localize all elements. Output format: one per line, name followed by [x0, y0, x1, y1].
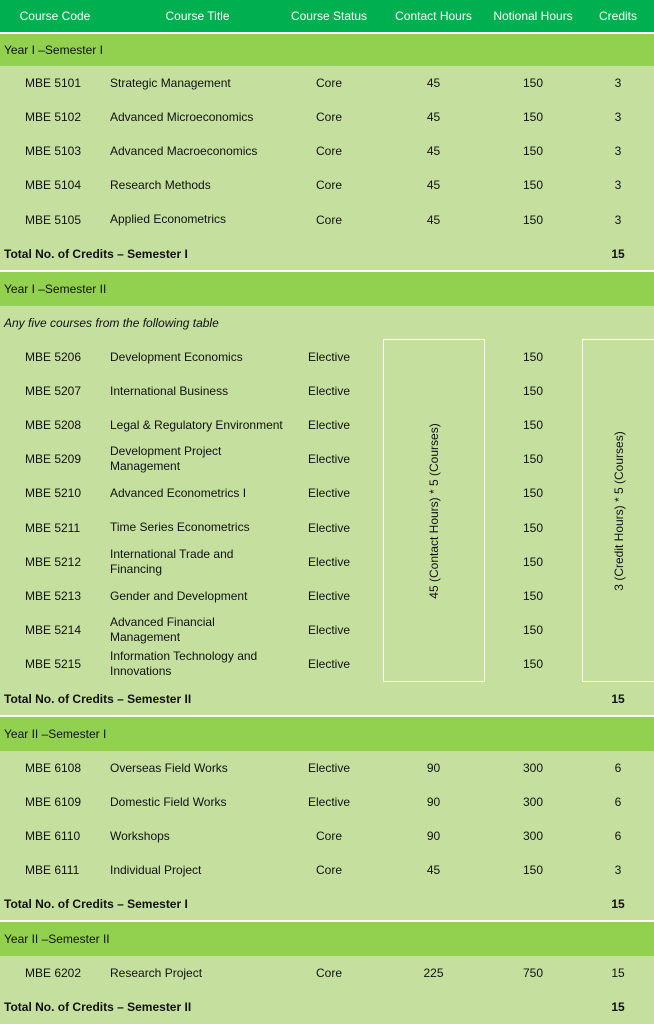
table-row: [0, 956, 654, 990]
course-title: Time Series Econometrics: [110, 520, 250, 534]
course-status: Elective: [307, 520, 351, 535]
section-header-y1s2: [0, 270, 654, 306]
course-code: MBE 5102: [25, 110, 82, 124]
header-course-code: Course Code: [19, 9, 91, 23]
course-code: MBE 5103: [25, 144, 82, 158]
course-status: Core: [315, 144, 342, 158]
course-code: MBE 5215: [25, 657, 82, 671]
table-row: [0, 579, 654, 613]
table-row: [0, 476, 654, 510]
credits: 3: [614, 178, 622, 192]
course-code: MBE 6111: [25, 863, 80, 877]
course-code: MBE 6110: [25, 829, 81, 843]
course-title: Strategic Management: [110, 75, 231, 90]
course-status: Core: [315, 966, 342, 980]
merged-credits-cell: [582, 339, 654, 682]
table-row: [0, 202, 654, 237]
course-code: MBE 5207: [25, 384, 82, 398]
merged-contact-hours-text: 45 (Contact Hours) * 5 (Courses): [427, 422, 441, 599]
course-status: Core: [315, 110, 342, 124]
course-status: Elective: [307, 657, 351, 671]
course-status: Elective: [307, 452, 351, 466]
credits: 3: [614, 110, 622, 124]
course-code: MBE 5101: [25, 76, 82, 90]
table-row: [0, 408, 654, 442]
table-row: [0, 613, 654, 647]
table-row: [0, 134, 654, 168]
section-header-y2s2: [0, 920, 654, 956]
notional-hours: 150: [522, 863, 544, 877]
total-credits: 15: [611, 246, 625, 261]
course-title: Advanced Financial Management: [110, 615, 215, 644]
table-row: [0, 853, 654, 887]
notional-hours: 150: [522, 212, 544, 227]
course-title: International Trade and Financing: [110, 547, 234, 576]
notional-hours: 150: [522, 178, 544, 192]
credits: 3: [614, 863, 622, 877]
course-code: MBE 5210: [25, 486, 82, 500]
credits: 3: [614, 76, 622, 90]
notional-hours: 300: [522, 761, 544, 775]
course-title: International Business: [110, 383, 229, 398]
course-title: Applied Econometrics: [110, 212, 227, 226]
merged-contact-hours-cell: [383, 339, 485, 682]
total-label: Total No. of Credits – Semester I: [4, 896, 188, 911]
header-course-title: Course Title: [165, 9, 230, 23]
note-text: Any five courses from the following table: [4, 315, 219, 330]
notional-hours: 150: [522, 144, 544, 158]
course-code: MBE 6108: [25, 761, 82, 775]
total-row: [0, 682, 654, 715]
course-title: Advanced Microeconomics: [110, 109, 254, 124]
course-code: MBE 6109: [25, 795, 82, 809]
course-code: MBE 5104: [25, 178, 82, 192]
course-code: MBE 5208: [25, 418, 82, 432]
notional-hours: 150: [522, 486, 544, 500]
table-header: [0, 0, 654, 32]
course-title: Advanced Econometrics I: [110, 485, 247, 500]
section-title: Year II –Semester I: [4, 727, 107, 741]
course-title: Domestic Field Works: [110, 794, 227, 809]
course-code: MBE 6202: [25, 966, 82, 980]
section-title: Year I –Semester I: [4, 43, 103, 57]
contact-hours: 45: [426, 863, 441, 877]
course-code: MBE 5206: [25, 350, 82, 364]
course-status: Core: [315, 829, 342, 843]
course-status: Elective: [307, 623, 351, 637]
section-header-y2s1: [0, 715, 654, 751]
notional-hours: 150: [522, 418, 544, 432]
course-code: MBE 5209: [25, 452, 82, 466]
total-credits: 15: [611, 691, 625, 706]
section-title: Year I –Semester II: [4, 282, 107, 296]
notional-hours: 150: [522, 555, 544, 569]
course-status: Elective: [307, 384, 351, 398]
notional-hours: 150: [522, 384, 544, 398]
header-contact-hours: Contact Hours: [395, 9, 472, 23]
total-credits: 15: [611, 896, 625, 911]
course-title: Legal & Regulatory Environment: [110, 417, 283, 432]
contact-hours: 225: [423, 966, 444, 980]
contact-hours: 90: [426, 795, 441, 809]
course-status: Elective: [307, 350, 351, 364]
notional-hours: 300: [522, 829, 544, 843]
total-row: [0, 990, 654, 1024]
course-title: Development Project Management: [110, 444, 222, 473]
notional-hours: 150: [522, 452, 544, 466]
course-status: Core: [315, 212, 342, 227]
course-title: Research Project: [110, 965, 203, 980]
course-title: Workshops: [110, 828, 170, 843]
table-row: [0, 66, 654, 100]
credits: 3: [614, 212, 622, 227]
table-row: [0, 510, 654, 545]
notional-hours: 150: [522, 589, 544, 603]
notional-hours: 750: [522, 966, 544, 980]
course-status: Elective: [307, 589, 351, 603]
contact-hours: 45: [426, 212, 441, 227]
contact-hours: 45: [426, 144, 441, 158]
course-code: MBE 5211: [25, 520, 81, 535]
course-code: MBE 5105: [25, 212, 82, 227]
course-title: Individual Project: [110, 862, 202, 877]
notional-hours: 150: [522, 76, 544, 90]
course-status: Elective: [307, 761, 351, 775]
merged-credits-text: 3 (Credit Hours) * 5 (Courses): [612, 430, 626, 591]
course-status: Elective: [307, 418, 351, 432]
notional-hours: 150: [522, 657, 544, 671]
table-row: [0, 647, 654, 681]
header-course-status: Course Status: [290, 9, 368, 23]
course-title: Information Technology and Innovations: [110, 649, 258, 678]
total-credits: 15: [611, 1000, 625, 1014]
notional-hours: 150: [522, 623, 544, 637]
table-row: [0, 442, 654, 476]
notional-hours: 150: [522, 110, 544, 124]
total-row: [0, 237, 654, 270]
total-label: Total No. of Credits – Semester II: [4, 1000, 192, 1014]
course-code: MBE 5213: [25, 589, 82, 603]
course-status: Core: [315, 863, 342, 877]
elective-note: [0, 306, 654, 339]
course-status: Elective: [307, 555, 351, 569]
table-row: [0, 751, 654, 785]
credits: 15: [611, 966, 625, 980]
contact-hours: 90: [426, 761, 441, 775]
course-status: Elective: [307, 486, 351, 500]
credits: 6: [614, 829, 622, 843]
credits: 6: [614, 761, 622, 775]
credits: 3: [614, 144, 622, 158]
table-row: [0, 340, 654, 374]
course-code: MBE 5214: [25, 623, 82, 637]
course-status: Elective: [307, 795, 351, 809]
section-title: Year II –Semester II: [4, 932, 110, 946]
table-row: [0, 785, 654, 819]
contact-hours: 45: [426, 76, 441, 90]
table-row: [0, 545, 654, 579]
contact-hours: 45: [426, 110, 441, 124]
contact-hours: 90: [426, 829, 441, 843]
credits: 6: [614, 795, 622, 809]
course-status: Core: [315, 76, 342, 90]
notional-hours: 150: [522, 350, 544, 364]
table-row: [0, 100, 654, 134]
course-status: Core: [315, 178, 342, 192]
header-credits: Credits: [598, 9, 637, 23]
course-title: Gender and Development: [110, 588, 248, 603]
section-header-y1s1: [0, 32, 654, 66]
course-title: Development Economics: [110, 349, 243, 364]
course-code: MBE 5212: [25, 555, 82, 569]
notional-hours: 300: [522, 795, 544, 809]
total-label: Total No. of Credits – Semester I: [4, 246, 188, 261]
course-title: Advanced Macroeconomics: [110, 143, 258, 158]
header-notional-hours: Notional Hours: [493, 9, 573, 23]
total-label: Total No. of Credits – Semester II: [4, 691, 192, 706]
total-row: [0, 887, 654, 920]
table-row: [0, 168, 654, 202]
contact-hours: 45: [426, 178, 441, 192]
course-title: Research Methods: [110, 177, 211, 192]
table-row: [0, 374, 654, 408]
course-title: Overseas Field Works: [110, 760, 228, 775]
table-row: [0, 819, 654, 853]
notional-hours: 150: [522, 520, 544, 535]
